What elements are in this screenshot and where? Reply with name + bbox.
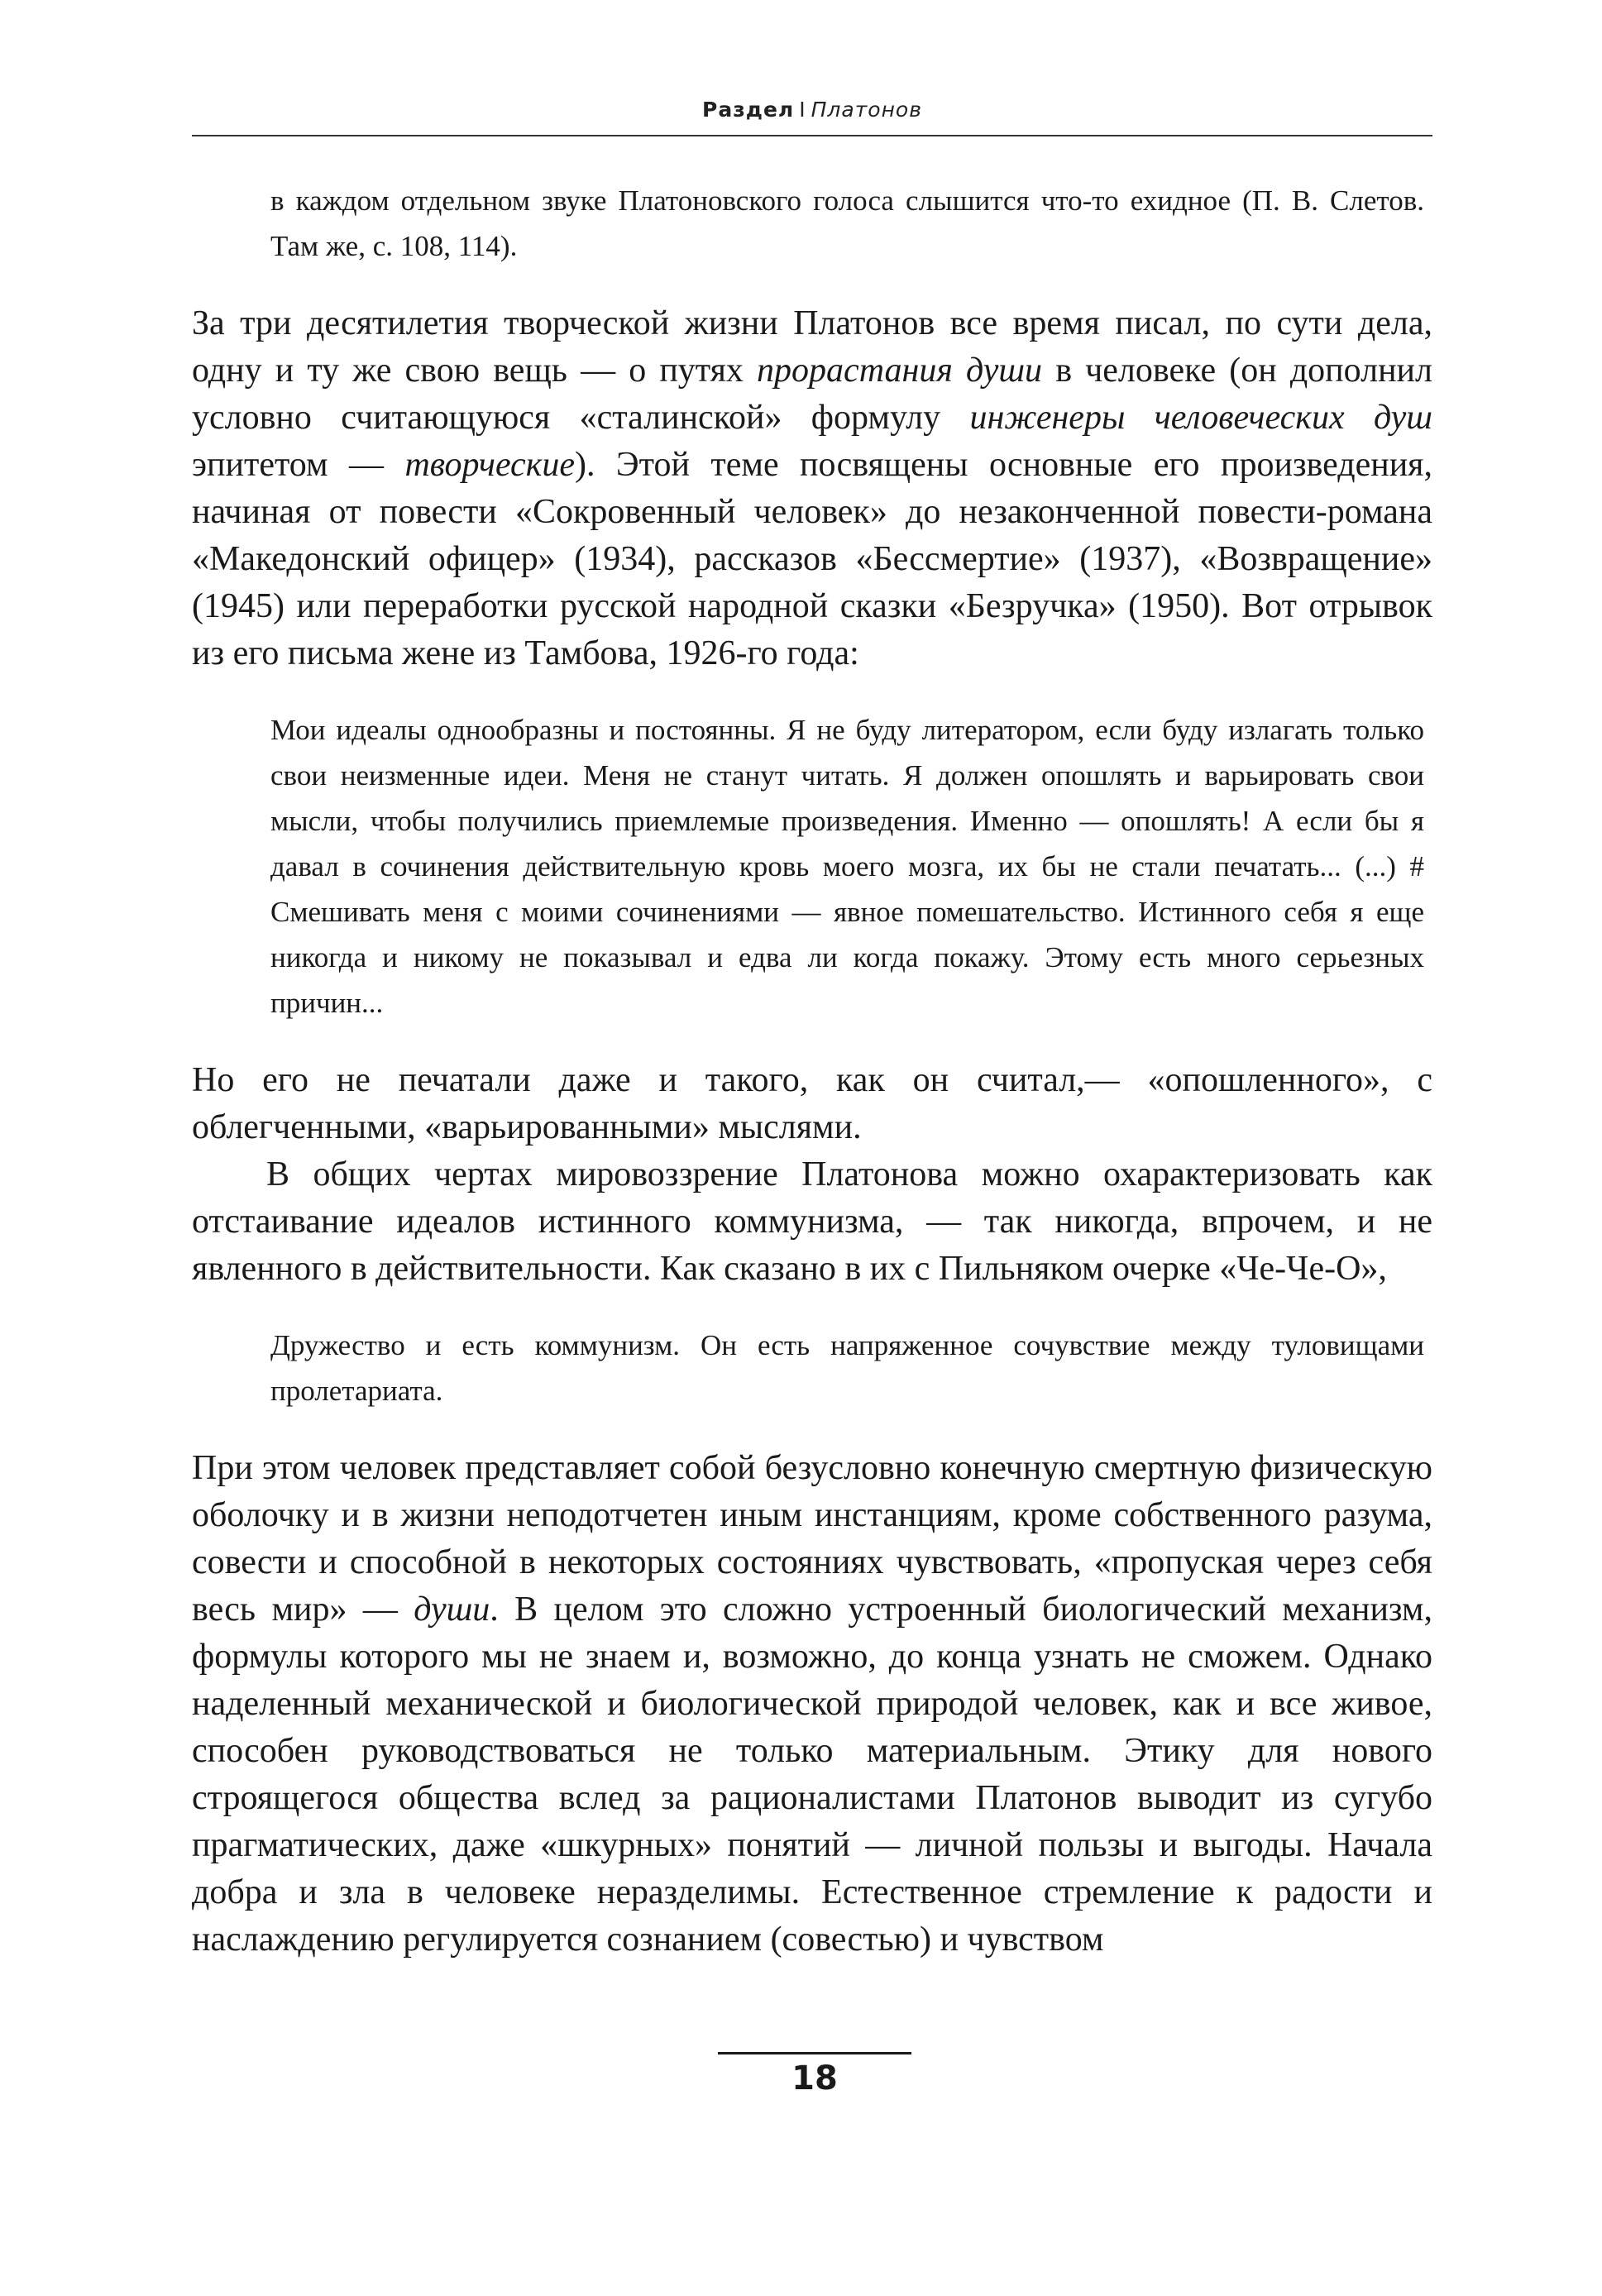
paragraph-not-published: Но его не печатали даже и такого, как он считал,— «опошленного», с облегченными, «варьированными» мыслями. xyxy=(192,1061,1432,1146)
header-section: Раздел xyxy=(702,98,795,122)
header-rule xyxy=(192,135,1432,136)
page-number: 18 xyxy=(791,2059,838,2097)
paragraph-text: . В целом это сложно устроенный биологический механизм, формулы которого мы не знаем и, возможно, до конца узнать не сможем. Однако наделенный механической и биологической природой человек, как и все живое, способен руководствоваться не только материальным. Этику для нового строящегося общества вслед за рационалистами Платонов выводит из сугубо прагматических, даже «шкурных» понятий — личной пользы и выгоды. Начала добра и зла в человеке неразделимы. Естественное стремление к радости и наслаждению регулируется сознанием (совестью) и чувством xyxy=(192,1590,1433,1959)
emphasis-text: прорастания души xyxy=(757,352,1043,390)
quote-sletov: в каждом отдельном звуке Платоновского голоса слышится что-то ехидное (П. В. Слетов. Там же, с. 108, 114). xyxy=(270,184,1424,262)
header-title: Платонов xyxy=(811,98,922,122)
page-number-rule xyxy=(718,2052,911,2054)
emphasis-text: инженеры человеческих душ xyxy=(969,399,1432,437)
paragraph-creative-life xyxy=(192,300,1432,677)
paragraph-text: эпитетом — xyxy=(192,446,405,484)
quote-che-che-o: Дружество и есть коммунизм. Он есть напряженное сочувствие между туловищами пролетариата. xyxy=(270,1329,1424,1407)
header-separator: I xyxy=(799,98,806,122)
paragraph-text: в человеке (он дополнил условно считающуюся «сталинской» формулу xyxy=(192,352,1432,437)
emphasis-text: творческие xyxy=(404,446,575,484)
paragraph-text: ). Этой теме посвящены основные его произведения, начиная от повести «Сокровенный человек» до незаконченной повести-романа «Македонский офицер» (1934), рассказов «Бессмертие» (1937), «Возвращение» (1945) или переработки русской народной сказки «Безручка» (1950). Вот отрывок из его письма жене из Тамбова, 1926-го года: xyxy=(192,446,1432,672)
paragraph-worldview: В общих чертах мировоззрение Платонова можно охарактеризовать как отстаивание идеалов истинного коммунизма, — так никогда, впрочем, и не явленного в действительности. Как сказано в их с Пильняком очерке «Че-Че-О», xyxy=(192,1155,1432,1288)
page-content xyxy=(192,178,1432,1964)
paragraph-text: При этом человек представляет собой безусловно конечную смертную физическую оболочку и в жизни неподотчетен иным инстанциям, кроме собственного разума, совести и способной в некоторых состояниях чувствовать, «пропуская через себя весь мир» — xyxy=(192,1449,1432,1629)
quote-letter: Мои идеалы однообразны и постоянны. Я не буду литератором, если буду излагать только свои неизменные идеи. Меня не станут читать. Я должен опошлять и варьировать свои мысли, чтобы получились приемлемые произведения. Именно — опошлять! А если бы я давал в сочинения действительную кровь моего мозга, их бы не стали печатать... (...) # Смешивать меня с моими сочинениями — явное помешательство. Истинного себя я еще никогда и никому не показывал и едва ли когда покажу. Этому есть много серьезных причин... xyxy=(270,714,1424,1019)
running-header xyxy=(192,98,1432,122)
emphasis-text: души xyxy=(414,1590,490,1629)
paragraph-human-nature xyxy=(192,1445,1432,1964)
paragraph-text: За три десятилетия творческой жизни Платонов все время писал, по сути дела, одну и ту же свою вещь — о путях xyxy=(192,304,1432,390)
